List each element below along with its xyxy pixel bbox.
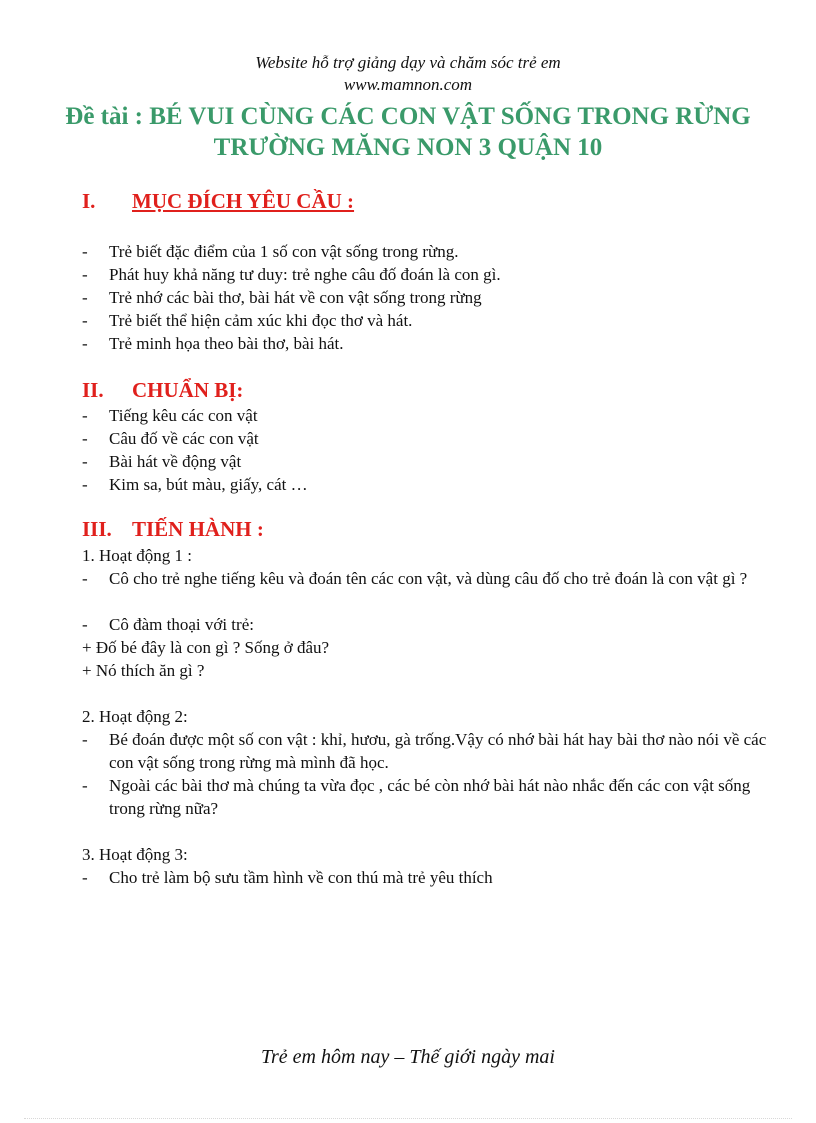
school-name: TRƯỜNG MĂNG NON 3 QUẬN 10 (213, 134, 603, 161)
activity-3-title: 3. Hoạt động 3: (82, 845, 188, 864)
section-title: CHUẨN BỊ: (132, 378, 244, 402)
section-heading-purpose (82, 189, 355, 214)
bullet-dash: - (82, 615, 88, 634)
section-title: MỤC ĐÍCH YÊU CẦU : (132, 189, 355, 213)
page-bottom-rule (24, 1118, 792, 1119)
document-page: Website hỗ trợ giảng dạy và chăm sóc trẻ em www.mamnon.com Đề tài : BÉ VUI CÙNG CÁC CON VẬT SỐNG TRONG RỪNG TRƯỜNG MĂNG NON 3 QUẬN 10 I. MỤC ĐÍCH YÊU CẦU : - Trẻ biết đặc điểm của 1 số con vật sống trong rừng. - Phát huy khả năng tư duy: trẻ nghe câu đố đoán là con gì. - Trẻ nhớ các bài thơ, bài hát về con vật sống trong rừng - Trẻ biết thể hiện cảm xúc khi đọc thơ và hát. - Trẻ minh họa theo bài thơ, bài hát. II. CHUẨN BỊ: - Tiếng kêu các con vật - Câu đố về các con vật - Bài hát về động vật - Kim sa, bút màu, giấy, cát … III. TIẾN HÀNH : 1. Hoạt động 1 : - Cô cho trẻ nghe tiếng kêu và đoán tên các con vật, và dùng câu đố cho trẻ đoán là con vật gì ? - Cô đàm thoại với trẻ: + Đố bé đây là con gì ? Sống ở đâu? + Nó thích ăn gì ? 2. Hoạt động 2: - Bé đoán được một số con vật : khỉ, hươu, gà trống.Vậy có nhớ bài hát hay bài thơ nào nói về các con vật sống trong rừng mà mình đã học. - Ngoài các bài thơ mà chúng ta vừa đọc , các bé còn nhớ bài hát nào nhắc đến các con vật sống trong rừng nữa? 3. Hoạt động 3: - Cho trẻ làm bộ sưu tầm hình về con thú mà trẻ yêu thích Trẻ em hôm nay – Thế giới ngày mai (0, 0, 816, 1123)
bullet-dash: - (82, 334, 88, 353)
bullet-dash: - (82, 475, 88, 494)
bullet-dash: - (82, 265, 88, 284)
bullet-dash: - (82, 288, 88, 307)
bullet-dash: - (82, 242, 88, 261)
dialogue-question: + Đố bé đây là con gì ? Sống ở đâu? (82, 638, 330, 657)
document-title: Đề tài : BÉ VUI CÙNG CÁC CON VẬT SỐNG TRONG RỪNG (65, 103, 751, 130)
activity-1-title: 1. Hoạt động 1 : (82, 546, 193, 565)
dialogue-question: + Nó thích ăn gì ? (82, 661, 205, 680)
bullet-dash: - (82, 406, 88, 425)
bullet-dash: - (82, 730, 88, 749)
website-url: www.mamnon.com (343, 75, 473, 94)
bullet-dash: - (82, 429, 88, 448)
section-heading-preparation (82, 378, 244, 403)
bullet-dash: - (82, 311, 88, 330)
bullet-dash: - (82, 452, 88, 471)
section-numeral: II. (82, 378, 104, 402)
bullet-dash: - (82, 868, 88, 887)
section-title: TIẾN HÀNH : (132, 517, 264, 541)
section-numeral: I. (82, 189, 96, 213)
bullet-dash: - (82, 776, 88, 795)
section-heading-procedure (82, 517, 264, 542)
section-numeral: III. (82, 517, 112, 541)
website-tagline: Website hỗ trợ giảng dạy và chăm sóc trẻ em (255, 53, 561, 72)
activity-2-title: 2. Hoạt động 2: (82, 707, 188, 726)
bullet-dash: - (82, 569, 88, 588)
footer-slogan: Trẻ em hôm nay – Thế giới ngày mai (261, 1046, 555, 1068)
